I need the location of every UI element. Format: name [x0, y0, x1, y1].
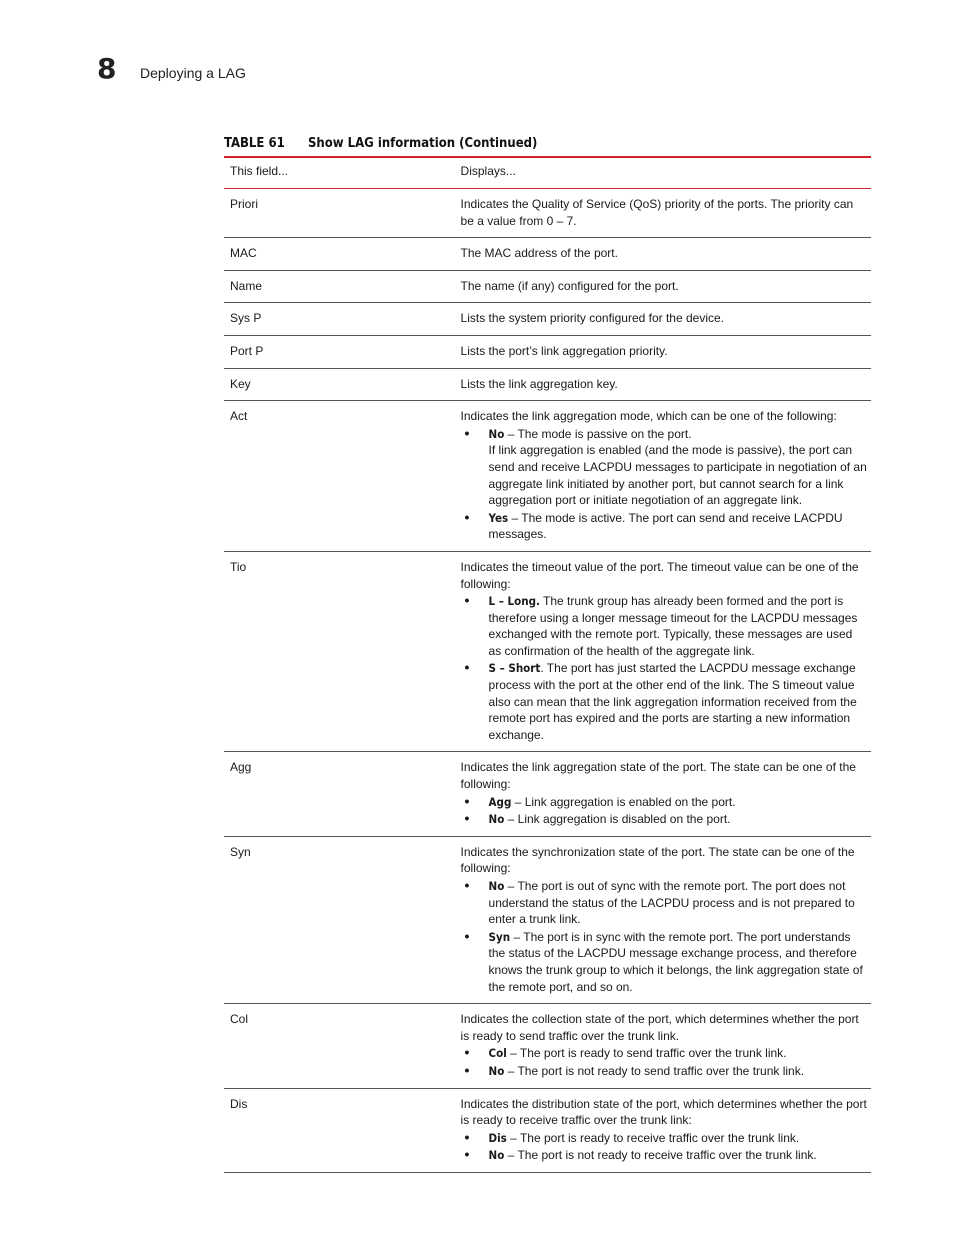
- field-description-cell: [461, 238, 871, 270]
- field-name-cell: Act: [230, 409, 248, 424]
- bullet-item: [461, 593, 867, 659]
- field-description-cell: [461, 189, 871, 237]
- field-description-cell: [461, 1004, 871, 1087]
- bullet-term: Yes: [488, 510, 509, 525]
- bullet-icon: •: [464, 424, 470, 441]
- table-row: [224, 752, 871, 836]
- bullet-icon: •: [464, 1146, 470, 1163]
- description-text: Indicates the distribution state of the port, which determines whether the port is ready to receive traffic over the trunk link:: [460, 1096, 867, 1128]
- bullet-text: – The mode is passive on the port.: [504, 426, 692, 441]
- bullet-term: Dis: [488, 1130, 507, 1145]
- field-name-cell: Col: [230, 1012, 249, 1027]
- bullet-text: – The mode is active. The port can send and receive LACPDU messages.: [488, 510, 843, 542]
- table-header-row: [224, 158, 871, 189]
- bullet-text: – The port is in sync with the remote port. The port understands the status of the LACPDU message exchange process, and therefore knows the trunk group to which it belongs, the link aggregation state of the remote port, and so on.: [488, 929, 863, 994]
- field-description-cell: [461, 271, 871, 303]
- description-text: Indicates the synchronization state of the port. The state can be one of the following:: [460, 844, 855, 876]
- bullet-icon: •: [464, 659, 470, 676]
- table-row: [224, 837, 871, 1004]
- field-name-cell: Dis: [230, 1096, 248, 1111]
- table-row: [224, 189, 871, 238]
- description-text: Indicates the link aggregation mode, which can be one of the following:: [460, 409, 837, 424]
- bullet-text: – The port is ready to send traffic over the trunk link.: [506, 1046, 787, 1061]
- table-caption: [224, 136, 537, 151]
- bullet-icon: •: [464, 1128, 470, 1145]
- field-description-cell: [461, 303, 871, 335]
- bullet-term: L – Long.: [488, 594, 540, 609]
- bullet-term: No: [488, 812, 505, 827]
- field-description-cell: [461, 369, 871, 401]
- bullet-term: No: [488, 879, 505, 893]
- description-text: Lists the port’s link aggregation priority.: [460, 343, 668, 358]
- bullet-icon: •: [464, 792, 470, 809]
- bullet-item: [461, 660, 867, 743]
- bullet-text: – Link aggregation is enabled on the port.: [511, 794, 736, 809]
- field-description-cell: [461, 837, 871, 1003]
- bullet-item: [461, 1063, 867, 1080]
- bullet-term: No: [488, 1063, 505, 1078]
- description-text: The name (if any) configured for the port.: [460, 278, 679, 293]
- show-lag-table: [224, 156, 871, 1173]
- table-row: [224, 271, 871, 304]
- field-name-cell: Key: [230, 376, 251, 391]
- field-column-header: This field...: [230, 164, 289, 178]
- field-name-cell: Port P: [230, 343, 264, 358]
- bullet-term: S – Short: [488, 661, 541, 676]
- description-text: Lists the system priority configured for the device.: [460, 311, 724, 326]
- displays-column-header: Displays...: [460, 164, 516, 178]
- bullet-item: [461, 1147, 867, 1164]
- bullet-item: [461, 794, 867, 811]
- field-name-cell: Priori: [230, 197, 259, 211]
- bullet-item: [461, 510, 867, 543]
- chapter-title: Deploying a LAG: [140, 65, 246, 81]
- table-body: [224, 189, 871, 1173]
- field-name-cell: MAC: [230, 246, 257, 261]
- field-name-cell: Agg: [230, 760, 252, 775]
- bullet-item: [461, 426, 867, 443]
- field-name-cell: Tio: [230, 559, 247, 574]
- table-row: [224, 369, 871, 402]
- table-row: [224, 1089, 871, 1173]
- bullet-icon: •: [464, 508, 470, 525]
- table-row: [224, 1004, 871, 1088]
- field-description-cell: [461, 752, 871, 835]
- bullet-icon: •: [464, 927, 470, 944]
- field-name-cell: Syn: [230, 844, 251, 859]
- bullet-text: – The port is not ready to send traffic over the trunk link.: [504, 1063, 805, 1078]
- description-text: Lists the link aggregation key.: [460, 376, 618, 391]
- field-description-cell: [461, 401, 871, 551]
- bullet-icon: •: [464, 1061, 470, 1078]
- bullet-term: No: [488, 426, 505, 441]
- bullet-icon: •: [464, 1044, 470, 1061]
- bullet-text: – Link aggregation is disabled on the port.: [504, 812, 731, 827]
- bullet-term: Col: [488, 1046, 507, 1061]
- bullet-item: [461, 1130, 867, 1147]
- description-text: The MAC address of the port.: [460, 246, 618, 261]
- description-text: Indicates the collection state of the port, which determines whether the port is ready to send traffic over the trunk link.: [460, 1012, 859, 1043]
- table-row: [224, 401, 871, 552]
- bullet-text: . The port has just started the LACPDU message exchange process with the port at the other end of the link. The S timeout value also can mean that the link aggregation information received from the remote port has expired and the ports are starting a new information exchange.: [488, 661, 857, 742]
- bullet-text: – The port is out of sync with the remote port. The port does not understand the status of the LACPDU process and is not prepared to enter a trunk link.: [488, 879, 855, 927]
- bullet-icon: •: [464, 592, 470, 609]
- bullet-term: No: [488, 1148, 505, 1163]
- bullet-item: [461, 878, 867, 928]
- table-caption-title: Show LAG information (Continued): [308, 136, 538, 151]
- bullet-text: – The port is ready to receive traffic over the trunk link.: [506, 1130, 800, 1145]
- description-text: Indicates the Quality of Service (QoS) priority of the ports. The priority can be a value from 0 – 7.: [460, 197, 854, 228]
- field-description-cell: [461, 336, 871, 368]
- bullet-item: [461, 1045, 867, 1062]
- field-description-cell: [461, 1089, 871, 1172]
- bullet-term: Agg: [488, 794, 512, 809]
- field-name-cell: Name: [230, 278, 263, 293]
- table-caption-label: TABLE 61: [224, 136, 285, 151]
- table-row: [224, 238, 871, 271]
- description-text: Indicates the timeout value of the port. The timeout value can be one of the following:: [460, 559, 859, 591]
- bullet-item: [461, 929, 867, 995]
- bullet-item: [461, 811, 867, 828]
- chapter-number: 8: [97, 52, 117, 85]
- description-text: Indicates the link aggregation state of the port. The state can be one of the following:: [460, 760, 856, 792]
- table-row: [224, 303, 871, 336]
- field-name-cell: Sys P: [230, 311, 262, 326]
- bullet-detail-text: If link aggregation is enabled (and the mode is passive), the port can send and receive LACPDU messages to participate in negotiation of an aggregate link initiated by another port, but cannot search for a link aggregation port or initiate negotiation of an aggregate link.: [488, 443, 867, 508]
- bullet-icon: •: [464, 810, 470, 827]
- bullet-term: Syn: [488, 929, 511, 944]
- bullet-icon: •: [464, 877, 470, 893]
- bullet-text: – The port is not ready to receive traffic over the trunk link.: [504, 1148, 817, 1163]
- field-description-cell: [461, 552, 871, 752]
- bullet-text: The trunk group has already been formed and the port is therefore using a longer message timeout for the LACPDU messages exchanged with the remote port. Typically, these messages are used as confirmation of the health of the aggregate link.: [488, 594, 858, 658]
- table-row: [224, 552, 871, 753]
- table-row: [224, 336, 871, 369]
